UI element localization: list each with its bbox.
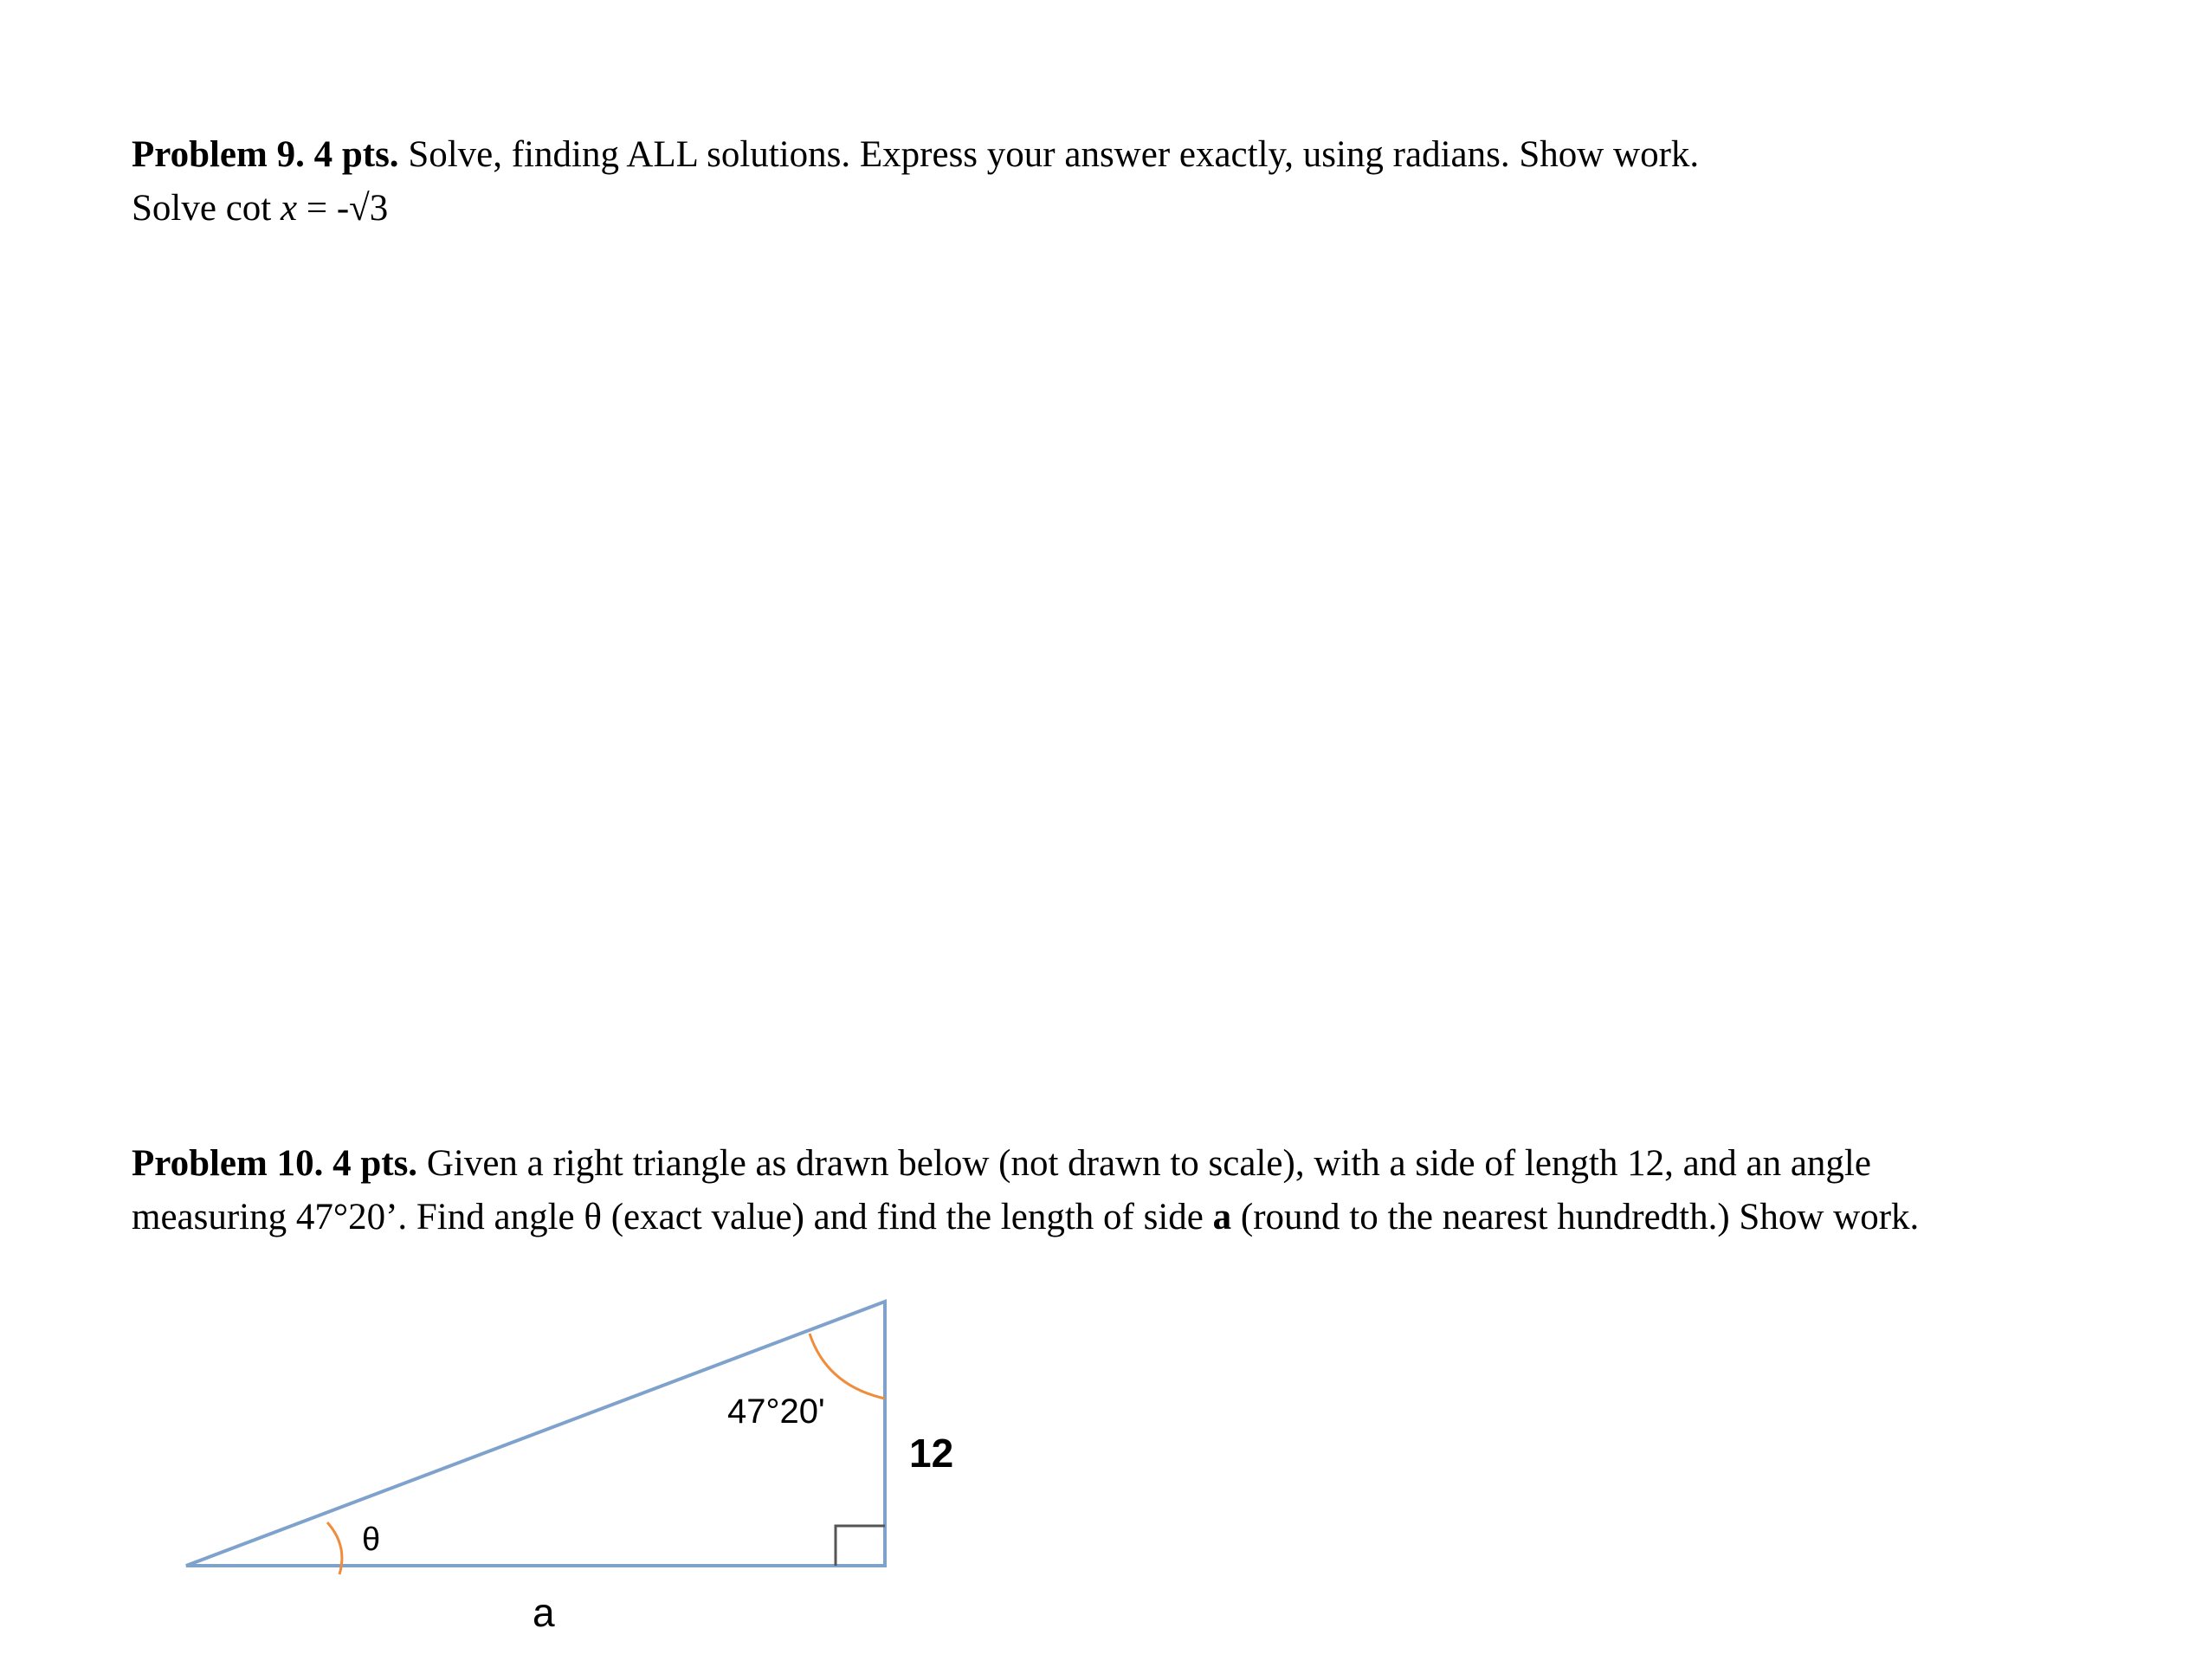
problem-9-heading: Problem 9. 4 pts. (132, 134, 399, 175)
problem-10-line-2-suffix: (round to the nearest hundredth.) Show work. (1231, 1197, 1920, 1237)
angle-label: 47°20' (727, 1392, 825, 1431)
side-length-label: 12 (909, 1431, 954, 1476)
problem-10-line-1-text: Given a right triangle as drawn below (not drawn to scale), with a side of length 12, and an angle (417, 1143, 1871, 1184)
equation-suffix: = -√3 (297, 188, 389, 229)
base-label: a (533, 1590, 555, 1635)
top-angle-arc (810, 1334, 885, 1399)
problem-10-heading: Problem 10. 4 pts. (132, 1143, 418, 1184)
right-angle-marker (836, 1526, 885, 1566)
problem-9-instructions: Solve, finding ALL solutions. Express your answer exactly, using radians. Show work. (398, 134, 1700, 175)
equation-variable: x (280, 188, 298, 229)
problem-10-line-2-prefix: measuring 47°20’. Find angle θ (exact value) and find the length of side (132, 1197, 1213, 1237)
triangle-outline (186, 1302, 885, 1566)
equation-prefix: Solve cot (132, 188, 281, 229)
theta-label: θ (362, 1522, 381, 1558)
side-a-reference: a (1212, 1197, 1232, 1237)
